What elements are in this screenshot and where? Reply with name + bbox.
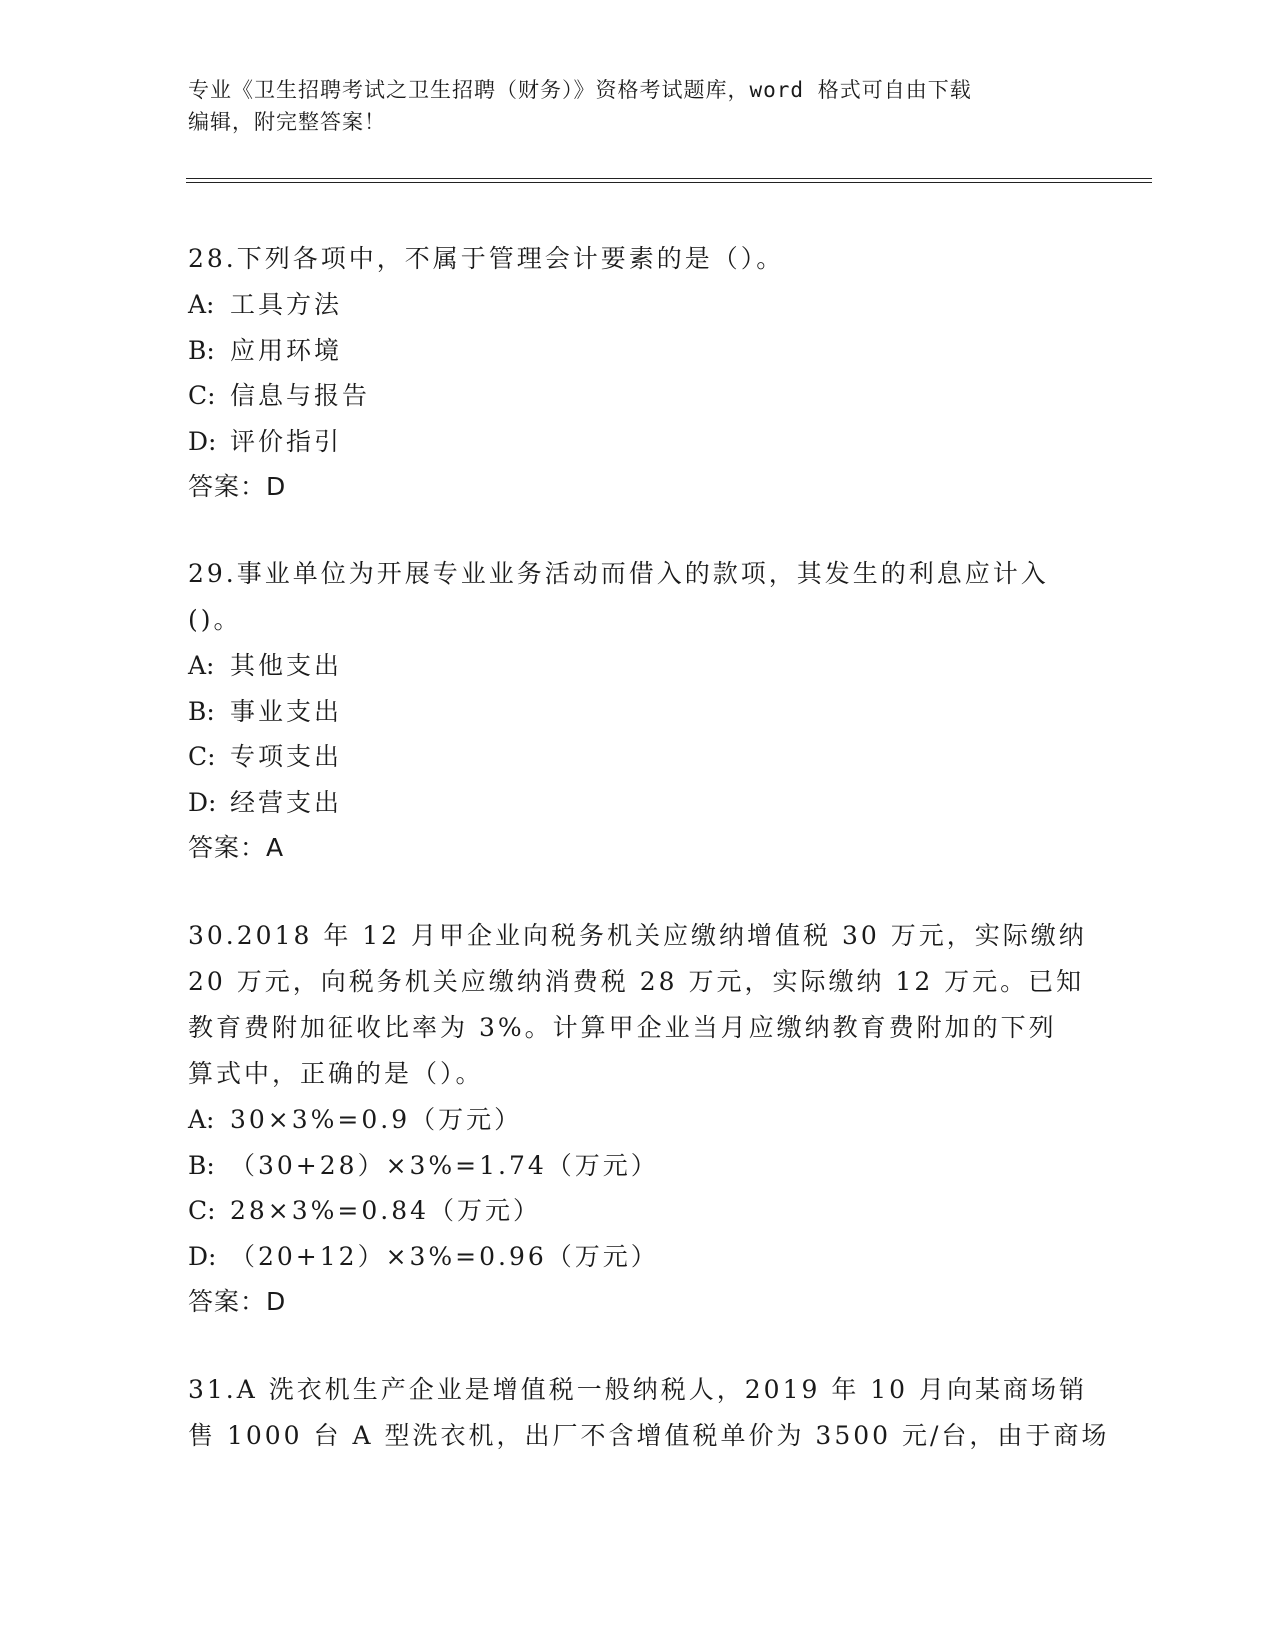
header-line-1: 专业《卫生招聘考试之卫生招聘（财务）》资格考试题库，word 格式可自由下载 [188, 78, 972, 102]
option-text: 经营支出 [230, 787, 343, 817]
option-label: D: [188, 426, 217, 456]
option-label: C: [188, 742, 216, 771]
question-stem-line: 算式中，正确的是（）。 [188, 1059, 484, 1088]
option-text: 应用环境 [230, 335, 343, 365]
option-label: C: [188, 381, 216, 410]
question-28 [188, 236, 1088, 509]
question-30 [188, 913, 1088, 1324]
header-line-2: 编辑，附完整答案！ [188, 110, 386, 134]
header-divider-bottom [186, 182, 1152, 183]
option-text: 28×3%=0.84（万元） [230, 1196, 542, 1225]
option-label: D: [188, 787, 217, 817]
option-a [188, 643, 1088, 689]
option-text: 专项支出 [230, 742, 343, 771]
option-d [188, 1234, 1088, 1280]
option-label: B: [188, 335, 215, 365]
option-text: 工具方法 [230, 290, 343, 319]
answer-line: 答案：A [188, 833, 285, 862]
document-header [188, 74, 1088, 138]
option-label: B: [188, 1150, 215, 1180]
option-text: 评价指引 [230, 426, 343, 456]
option-label: A: [188, 1105, 215, 1134]
question-stem-line: 20 万元，向税务机关应缴纳消费税 28 万元，实际缴纳 12 万元。已知 [188, 967, 1085, 996]
option-label: B: [188, 696, 215, 726]
option-text: 事业支出 [230, 696, 343, 726]
option-label: A: [188, 290, 215, 319]
option-label: A: [188, 651, 215, 680]
option-d [188, 780, 1088, 826]
question-stem-line: ()。 [188, 605, 242, 634]
option-a [188, 1097, 1088, 1143]
question-stem-line: 28.下列各项中，不属于管理会计要素的是（）。 [188, 244, 785, 273]
option-label: D: [188, 1241, 217, 1271]
option-text: （30+28）×3%=1.74（万元） [230, 1150, 659, 1180]
option-text: （20+12）×3%=0.96（万元） [230, 1241, 659, 1271]
option-text: 信息与报告 [230, 381, 371, 410]
option-d [188, 419, 1088, 465]
option-c [188, 1188, 1088, 1234]
option-b [188, 1143, 1088, 1189]
option-b [188, 689, 1088, 735]
option-b [188, 328, 1088, 374]
answer-line: 答案：D [188, 472, 287, 501]
option-c [188, 734, 1088, 780]
question-stem-line: 售 1000 台 A 型洗衣机，出厂不含增值税单价为 3500 元/台，由于商场 [188, 1421, 1110, 1450]
header-divider-top [186, 178, 1152, 179]
answer-line: 答案：D [188, 1287, 287, 1316]
option-a [188, 282, 1088, 328]
option-text: 其他支出 [230, 651, 343, 680]
question-29 [188, 551, 1088, 870]
question-stem-line: 教育费附加征收比率为 3%。计算甲企业当月应缴纳教育费附加的下列 [188, 1013, 1057, 1042]
option-c [188, 373, 1088, 419]
option-label: C: [188, 1196, 216, 1225]
option-text: 30×3%=0.9（万元） [230, 1105, 523, 1134]
question-stem-line: 31.A 洗衣机生产企业是增值税一般纳税人，2019 年 10 月向某商场销 [188, 1375, 1088, 1404]
question-31 [188, 1367, 1110, 1459]
question-stem-line: 29.事业单位为开展专业业务活动而借入的款项，其发生的利息应计入 [188, 559, 1049, 588]
question-stem-line: 30.2018 年 12 月甲企业向税务机关应缴纳增值税 30 万元，实际缴纳 [188, 921, 1087, 950]
